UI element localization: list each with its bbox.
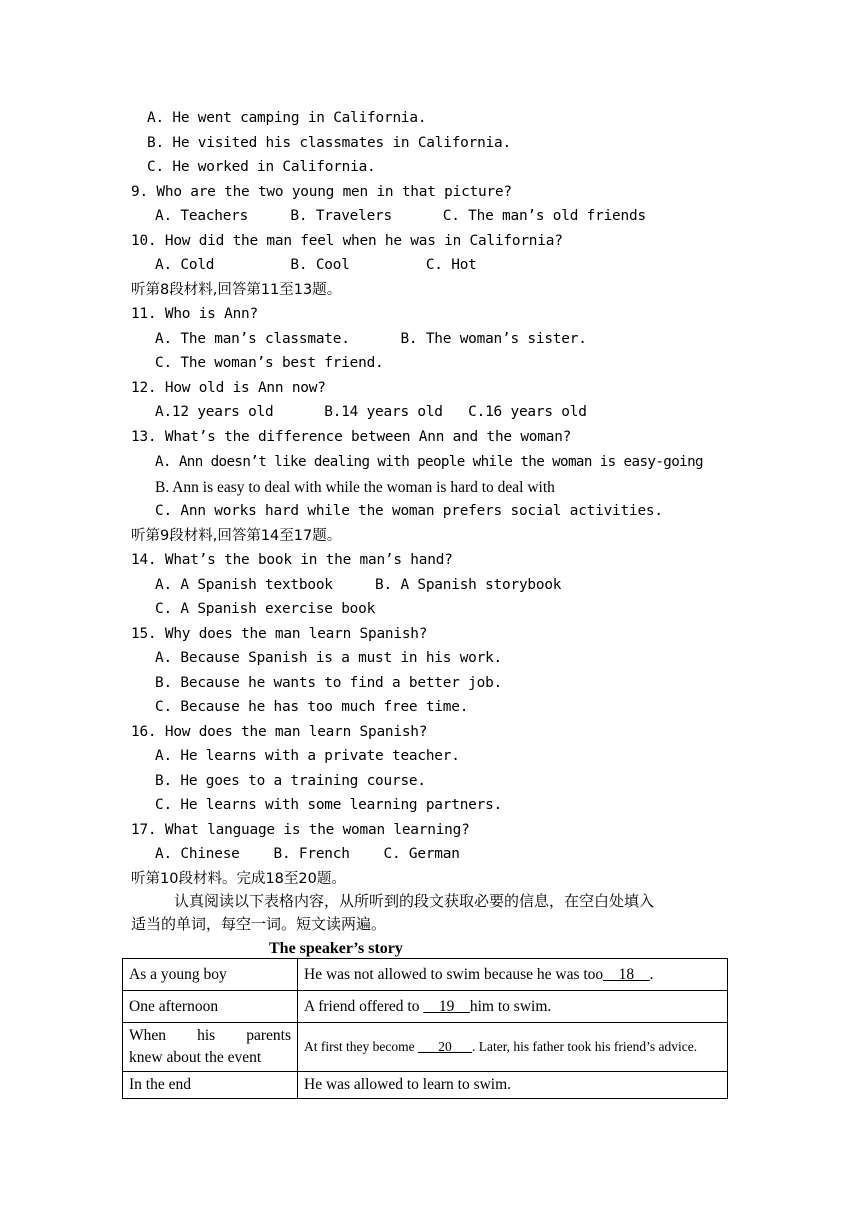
row-label-line-1: When his parents bbox=[129, 1027, 291, 1044]
table-row bbox=[123, 959, 728, 991]
q8-option-b: B. He visited his classmates in California. bbox=[147, 135, 511, 151]
table-row bbox=[123, 991, 728, 1023]
row-content: He was allowed to learn to swim. bbox=[298, 1072, 728, 1099]
row-content bbox=[298, 991, 728, 1023]
instructions-line-1: 认真阅读以下表格内容，从所听到的段文获取必要的信息，在空白处填入 bbox=[174, 892, 655, 910]
row-label: One afternoon bbox=[123, 991, 298, 1023]
row-text-end: . bbox=[649, 965, 654, 983]
q14-options-ab: A. A Spanish textbook B. A Spanish storybook bbox=[155, 577, 562, 593]
q16-question: 16. How does the man learn Spanish? bbox=[131, 724, 428, 740]
q15-question: 15. Why does the man learn Spanish? bbox=[131, 626, 428, 642]
q9-options: A. Teachers B. Travelers C. The man’s old friends bbox=[155, 208, 646, 224]
q17-options: A. Chinese B. French C. German bbox=[155, 846, 460, 862]
q17-question: 17. What language is the woman learning? bbox=[131, 822, 470, 838]
row-text: At first they become bbox=[304, 1039, 418, 1054]
q16-option-b: B. He goes to a training course. bbox=[155, 773, 426, 789]
q11-option-c: C. The woman’s best friend. bbox=[155, 355, 384, 371]
q13-option-b: B. Ann is easy to deal with while the woman is hard to deal with bbox=[155, 479, 555, 496]
row-content bbox=[298, 1023, 728, 1072]
row-label: In the end bbox=[123, 1072, 298, 1099]
row-content bbox=[298, 959, 728, 991]
q13-question: 13. What’s the difference between Ann and the woman? bbox=[131, 429, 572, 445]
q11-question: 11. Who is Ann? bbox=[131, 306, 258, 322]
q15-option-a: A. Because Spanish is a must in his work. bbox=[155, 650, 503, 666]
table-row bbox=[123, 1072, 728, 1099]
q8-option-a: A. He went camping in California. bbox=[147, 110, 427, 126]
story-table bbox=[122, 958, 728, 1099]
row-text-end: him to swim. bbox=[469, 997, 552, 1015]
q12-options: A.12 years old B.14 years old C.16 years old bbox=[155, 404, 587, 420]
table-title: The speaker’s story bbox=[269, 940, 403, 957]
instructions-line-2: 适当的单词，每空一词。短文读两遍。 bbox=[131, 915, 387, 933]
section-8-heading: 听第8段材料,回答第11至13题。 bbox=[131, 282, 342, 298]
row-label: As a young boy bbox=[123, 959, 298, 991]
section-9-heading: 听第9段材料,回答第14至17题。 bbox=[131, 528, 342, 544]
q15-option-c: C. Because he has too much free time. bbox=[155, 699, 469, 715]
q14-option-c: C. A Spanish exercise book bbox=[155, 601, 376, 617]
q14-question: 14. What’s the book in the man’s hand? bbox=[131, 552, 453, 568]
blank-19: __19__ bbox=[423, 997, 470, 1015]
table-row bbox=[123, 1023, 728, 1072]
q8-option-c: C. He worked in California. bbox=[147, 159, 376, 175]
q10-question: 10. How did the man feel when he was in California? bbox=[131, 233, 563, 249]
row-text: A friend offered to bbox=[304, 997, 424, 1015]
q13-option-c: C. Ann works hard while the woman prefers social activities. bbox=[155, 503, 663, 519]
row-label-line-2: knew about the event bbox=[129, 1049, 262, 1066]
row-text: He was not allowed to swim because he was too bbox=[304, 965, 604, 983]
section-10-heading: 听第10段材料。完成18至20题。 bbox=[131, 871, 346, 887]
q9-question: 9. Who are the two young men in that picture? bbox=[131, 184, 512, 200]
row-text-end: . Later, his father took his friend’s advice. bbox=[471, 1039, 698, 1054]
q16-option-a: A. He learns with a private teacher. bbox=[155, 748, 460, 764]
row-label bbox=[123, 1023, 298, 1072]
q15-option-b: B. Because he wants to find a better job. bbox=[155, 675, 503, 691]
q12-question: 12. How old is Ann now? bbox=[131, 380, 326, 396]
q13-option-a: A. Ann doesn’t like dealing with people while the woman is easy-going bbox=[155, 454, 703, 470]
blank-20: ___20___ bbox=[417, 1039, 472, 1054]
blank-18: __18__ bbox=[603, 965, 650, 983]
q16-option-c: C. He learns with some learning partners. bbox=[155, 797, 503, 813]
q10-options: A. Cold B. Cool C. Hot bbox=[155, 257, 477, 273]
q11-options-ab: A. The man’s classmate. B. The woman’s sister. bbox=[155, 331, 587, 347]
